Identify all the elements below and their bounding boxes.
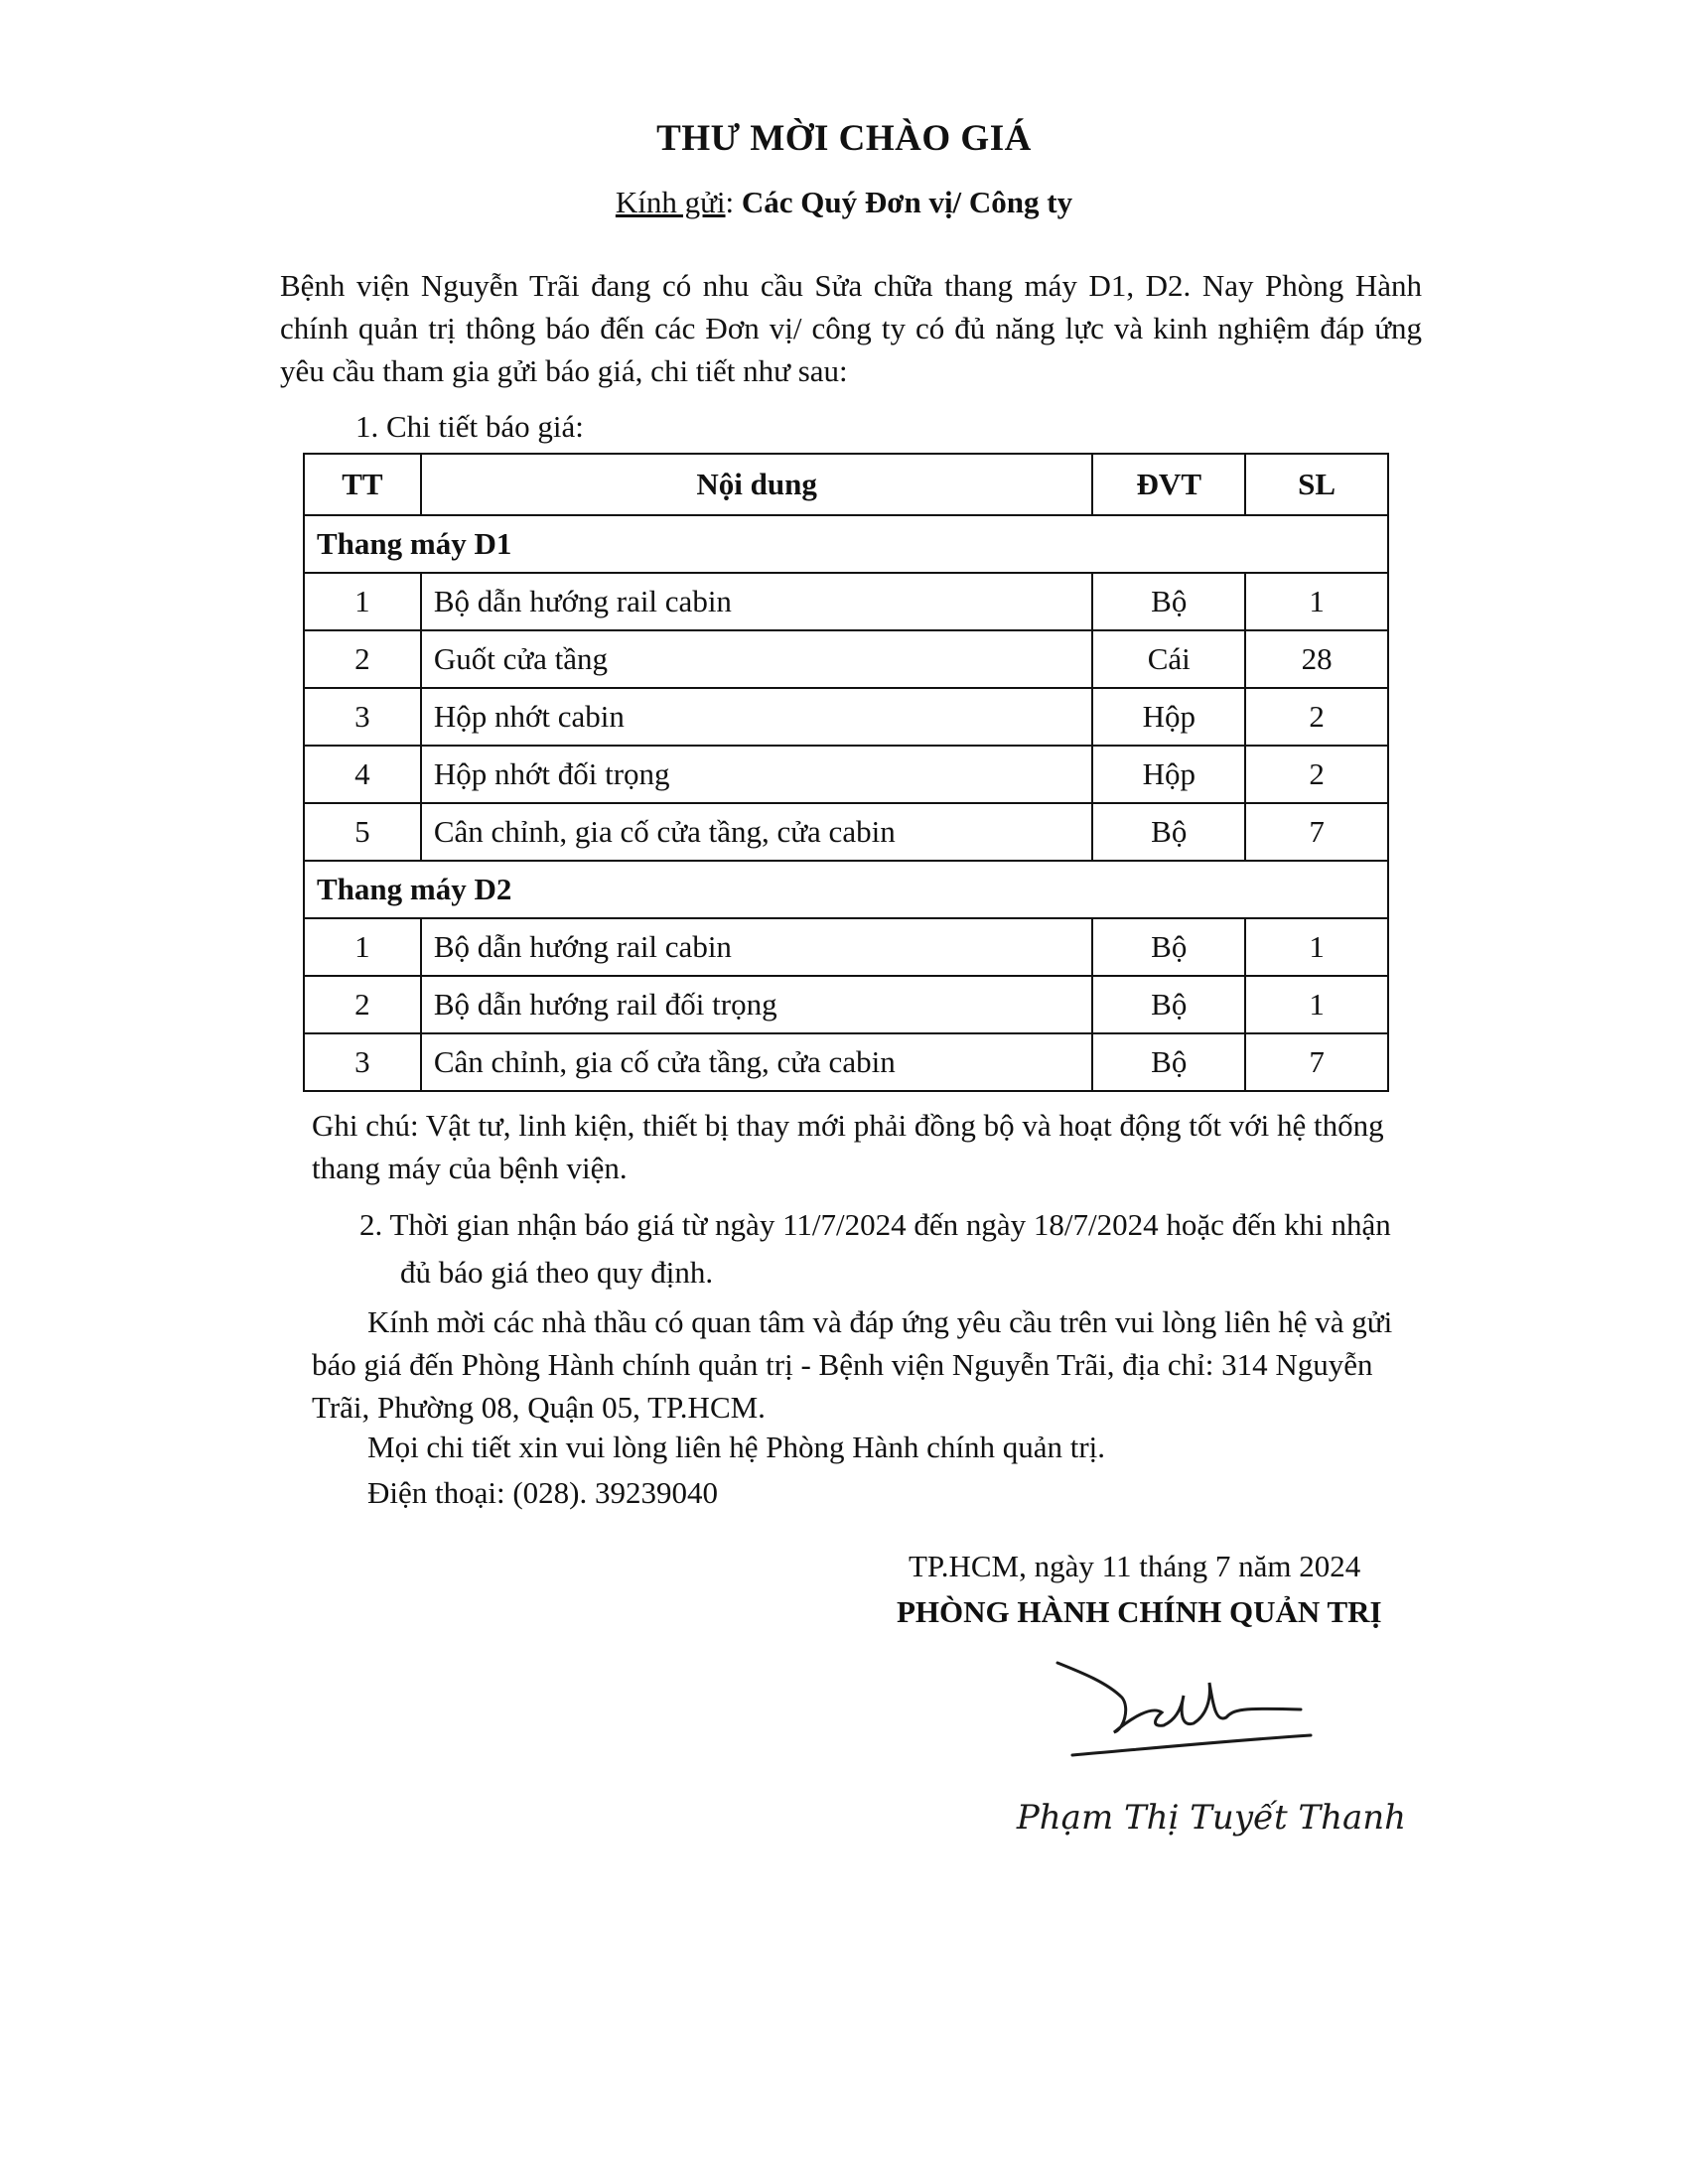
cell-content: Bộ dẫn hướng rail cabin bbox=[421, 918, 1093, 976]
note-paragraph: Ghi chú: Vật tư, linh kiện, thiết bị thay mới phải đồng bộ và hoạt động tốt với hệ thống thang máy của bệnh viện. bbox=[312, 1108, 1384, 1185]
signing-department: PHÒNG HÀNH CHÍNH QUẢN TRỊ bbox=[897, 1594, 1382, 1629]
cell-qty: 7 bbox=[1245, 1033, 1388, 1091]
cell-tt: 1 bbox=[304, 573, 421, 630]
signing-date: TP.HCM, ngày 11 tháng 7 năm 2024 bbox=[909, 1549, 1361, 1583]
cell-unit: Bộ bbox=[1092, 803, 1245, 861]
section-2-line-1: 2. Thời gian nhận báo giá từ ngày 11/7/2024 đến ngày 18/7/2024 hoặc đến khi nhận bbox=[359, 1207, 1391, 1242]
header-tt: TT bbox=[304, 454, 421, 515]
header-content: Nội dung bbox=[421, 454, 1093, 515]
table-row bbox=[304, 630, 1388, 688]
greeting bbox=[0, 185, 1688, 220]
intro-paragraph: Bệnh viện Nguyễn Trãi đang có nhu cầu Sửa chữa thang máy D1, D2. Nay Phòng Hành chính quản trị thông báo đến các Đơn vị/ công ty có đủ năng lực và kinh nghiệm đáp ứng yêu cầu tham gia gửi báo giá, chi tiết như sau: bbox=[280, 268, 1422, 388]
cell-unit: Bộ bbox=[1092, 1033, 1245, 1091]
group-row-d1 bbox=[304, 515, 1388, 573]
cell-content: Cân chỉnh, gia cố cửa tầng, cửa cabin bbox=[421, 1033, 1093, 1091]
cell-tt: 2 bbox=[304, 976, 421, 1033]
cell-content: Hộp nhớt cabin bbox=[421, 688, 1093, 746]
table-row bbox=[304, 746, 1388, 803]
cell-qty: 7 bbox=[1245, 803, 1388, 861]
signature-underline bbox=[1072, 1735, 1311, 1755]
cell-content: Bộ dẫn hướng rail đối trọng bbox=[421, 976, 1093, 1033]
invite-text: Kính mời các nhà thầu có quan tâm và đáp ứng yêu cầu trên vui lòng liên hệ và gửi báo giá đến Phòng Hành chính quản trị - Bệnh viện Nguyễn Trãi, địa chỉ: 314 Nguyễn Trãi, Phường 08, Quận 05, TP.HCM. bbox=[312, 1304, 1393, 1425]
cell-content: Cân chỉnh, gia cố cửa tầng, cửa cabin bbox=[421, 803, 1093, 861]
cell-tt: 4 bbox=[304, 746, 421, 803]
header-qty: SL bbox=[1245, 454, 1388, 515]
cell-qty: 1 bbox=[1245, 918, 1388, 976]
invite-paragraph bbox=[312, 1300, 1414, 1429]
document-title: THƯ MỜI CHÀO GIÁ bbox=[656, 118, 1032, 159]
greeting-label: Kính gửi bbox=[615, 185, 726, 219]
group-row-d2 bbox=[304, 861, 1388, 918]
section-2-line-2: đủ báo giá theo quy định. bbox=[400, 1255, 714, 1290]
table-row bbox=[304, 918, 1388, 976]
contact-line: Mọi chi tiết xin vui lòng liên hệ Phòng Hành chính quản trị. bbox=[367, 1430, 1106, 1464]
cell-tt: 3 bbox=[304, 688, 421, 746]
cell-unit: Bộ bbox=[1092, 918, 1245, 976]
cell-qty: 2 bbox=[1245, 746, 1388, 803]
cell-tt: 5 bbox=[304, 803, 421, 861]
table-row bbox=[304, 976, 1388, 1033]
table-row bbox=[304, 1033, 1388, 1091]
cell-unit: Hộp bbox=[1092, 746, 1245, 803]
signer-name: Phạm Thị Tuyết Thanh bbox=[1016, 1798, 1407, 1838]
cell-tt: 3 bbox=[304, 1033, 421, 1091]
table-row bbox=[304, 688, 1388, 746]
cell-content: Bộ dẫn hướng rail cabin bbox=[421, 573, 1093, 630]
cell-tt: 1 bbox=[304, 918, 421, 976]
group-name: Thang máy D1 bbox=[304, 515, 1388, 573]
cell-unit: Bộ bbox=[1092, 573, 1245, 630]
header-unit: ĐVT bbox=[1092, 454, 1245, 515]
cell-unit: Hộp bbox=[1092, 688, 1245, 746]
section-1-heading: 1. Chi tiết báo giá: bbox=[355, 409, 584, 444]
table-header-row bbox=[304, 454, 1388, 515]
cell-tt: 2 bbox=[304, 630, 421, 688]
cell-qty: 1 bbox=[1245, 976, 1388, 1033]
cell-qty: 2 bbox=[1245, 688, 1388, 746]
cell-content: Hộp nhớt đối trọng bbox=[421, 746, 1093, 803]
contact-phone: Điện thoại: (028). 39239040 bbox=[367, 1475, 719, 1510]
cell-content: Guốt cửa tầng bbox=[421, 630, 1093, 688]
signature-stroke bbox=[1057, 1663, 1301, 1732]
signature-image bbox=[1013, 1638, 1410, 1846]
quote-items-table bbox=[303, 453, 1389, 1092]
table-row bbox=[304, 573, 1388, 630]
cell-unit: Cái bbox=[1092, 630, 1245, 688]
cell-unit: Bộ bbox=[1092, 976, 1245, 1033]
greeting-recipient: Các Quý Đơn vị/ Công ty bbox=[741, 185, 1073, 219]
group-name: Thang máy D2 bbox=[304, 861, 1388, 918]
table-row bbox=[304, 803, 1388, 861]
greeting-colon: : bbox=[725, 185, 735, 219]
cell-qty: 28 bbox=[1245, 630, 1388, 688]
cell-qty: 1 bbox=[1245, 573, 1388, 630]
